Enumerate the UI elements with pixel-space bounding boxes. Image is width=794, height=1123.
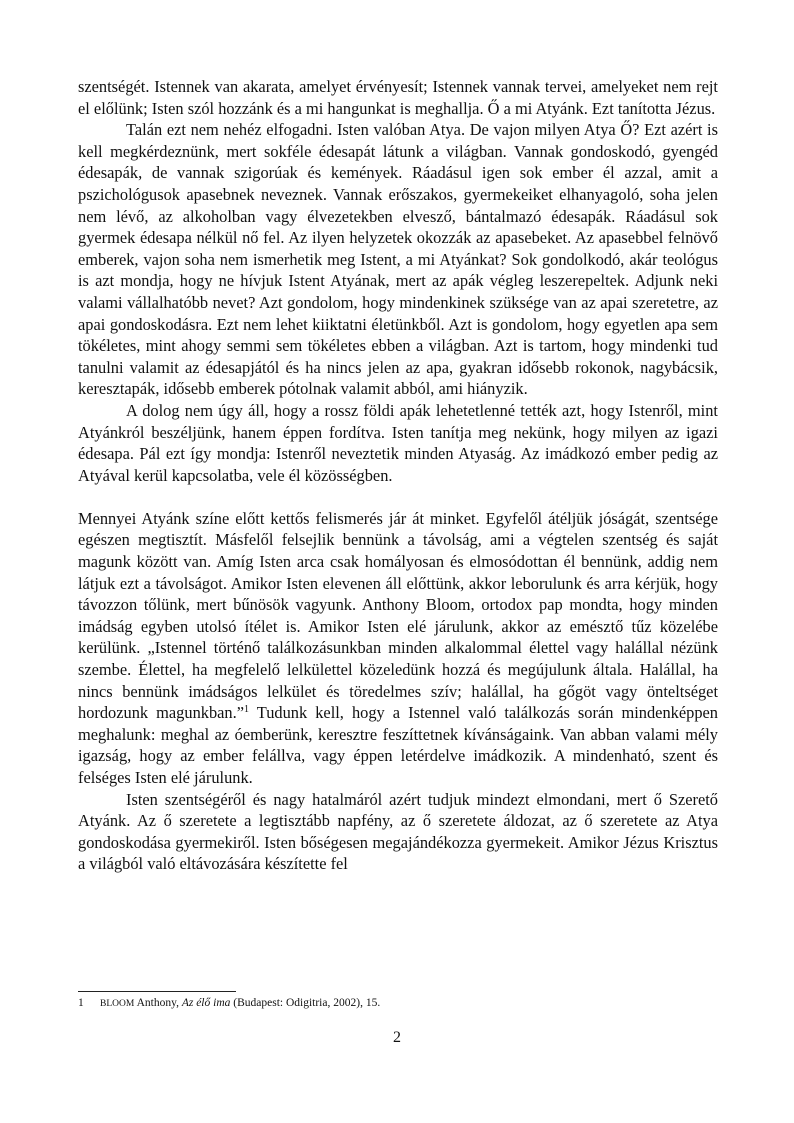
footnote-number: 1 [78,997,84,1009]
paragraph-4 [78,508,718,789]
paragraph-4-text: Mennyei Atyánk színe előtt kettős felismerés jár át minket. Egyfelől átéljük jóságát, szentsége egészen megtisztít. Másfelől felsejlik bennünk a távolság, ami a végtelen szentség és saját magunk között van. Amíg Isten arca csak homályosan és elmosódottan él bennünk, addig nem látjuk ezt a távolságot. Amikor Isten elevenen áll előttünk, akkor leborulunk és arra kérjük, hogy távozzon tőlünk, mert bűnösök vagyunk. Anthony Bloom, ortodox pap mondta, hogy minden imádság egyben utolsó ítélet is. Amikor Isten elé járulunk, akkor az emésztő tűz közelébe kerülünk. „Istennel történő találkozásunkban minden alkalommal élettel vagy halállal nézünk szembe. Élettel, ha megfelelő lelkülettel közeledünk hozzá és megújulunk általa. Halállal, ha nincs bennünk imádságos lelkület és töredelmes szív; halállal, ha gőgöt vagy önteltséget hordozunk magunkban.” [78,508,718,723]
paragraph-3: A dolog nem úgy áll, hogy a rossz földi apák lehetetlenné tették azt, hogy Istenről, mint Atyánkról beszéljünk, hanem éppen fordítva. Isten tanítja meg nekünk, hogy milyen az igazi édesapa. Pál ezt így mondja: Istenről neveztetik minden Atyaság. Az imádkozó ember pedig az Atyával kerül kapcsolatba, vele él közösségben. [78,400,718,485]
footnote [78,996,718,1012]
paragraph-4-continued: Tudunk kell, hogy a Istennel való találkozás során mindenképpen meghalunk: meghal az óemberünk, keresztre feszíttetnek kívánságaink. Van abban valami mély igazság, hogy az ember felállva, vagy éppen letérdelve imádkozik. A mindenható, szent és felséges Isten elé járulunk. [78,703,718,787]
paragraph-1: szentségét. Istennek van akarata, amelyet érvényesít; Istennek vannak tervei, amelyeket nem rejt el előlünk; Isten szól hozzánk és a mi hangunkat is meghallja. Ő a mi Atyánk. Ezt tanította Jézus. [78,77,718,118]
body-text [78,76,718,875]
footnote-author-given: Anthony, [136,997,179,1009]
paragraph-5: Isten szentségéről és nagy hatalmáról azért tudjuk mindezt elmondani, mert ő Szerető Atyánk. Az ő szeretete a legtisztább napfény, az ő szeretete áldozat, az ő szeretete az Atya gondoskodása gyermekiről. Isten bőségesen megajándékozza gyermekeit. Amikor Jézus Krisztus a világból való eltávozására készítette fel [78,789,718,874]
footnote-title: Az élő ima [181,997,231,1009]
footnote-publication: (Budapest: Odigitria, 2002), 15. [233,997,381,1009]
footnote-separator [78,991,236,992]
footnote-reference[interactable]: 1 [244,704,249,716]
page-number: 2 [393,1029,401,1046]
paragraph-2: Talán ezt nem nehéz elfogadni. Isten valóban Atya. De vajon milyen Atya Ő? Ezt azért is kell megkérdeznünk, mert sokféle édesapát látunk a világban. Vannak gondoskodó, gyengéd édesapák, de vannak szigorúak és kemények. Ráadásul igen sok ember él azzal, amit a pszichológusok apasebnek neveznek. Vannak erőszakos, gyermekeiket elhanyagoló, soha jelen nem lévő, az alkoholban vagy élvezetekben elvesző, bántalmazó édesapák. Ráadásul sok gyermek édesapa nélkül nő fel. Az ilyen helyzetek okozzák az apasebeket. Az apasebbel felnövő emberek, vajon soha nem ismerhetik meg Istent, a mi Atyánkat? Sok gondolkodó, akár teológus is azt mondja, hogy ne hívjuk Istent Atyának, mert az apák végleg leszerepeltek. Adjunk neki valami vállalhatóbb nevet? Azt gondolom, hogy mindenkinek szüksége van az apai szeretetre, az apai gondoskodásra. Ezt nem lehet kiiktatni életünkből. Azt is gondolom, hogy egyetlen apa sem tökéletes, mint ahogy semmi sem tökéletes ebben a világban. Azt is tartom, hogy mindenki tud tanulni valamit az édesapjától és ha nincs jelen az apa, gyakran idősebb rokonok, nagybácsik, keresztapák, idősebb emberek pótolnak valamit abból, ami hiányzik. [78,120,718,399]
footnote-author-surname: BLOOM [100,999,135,1009]
